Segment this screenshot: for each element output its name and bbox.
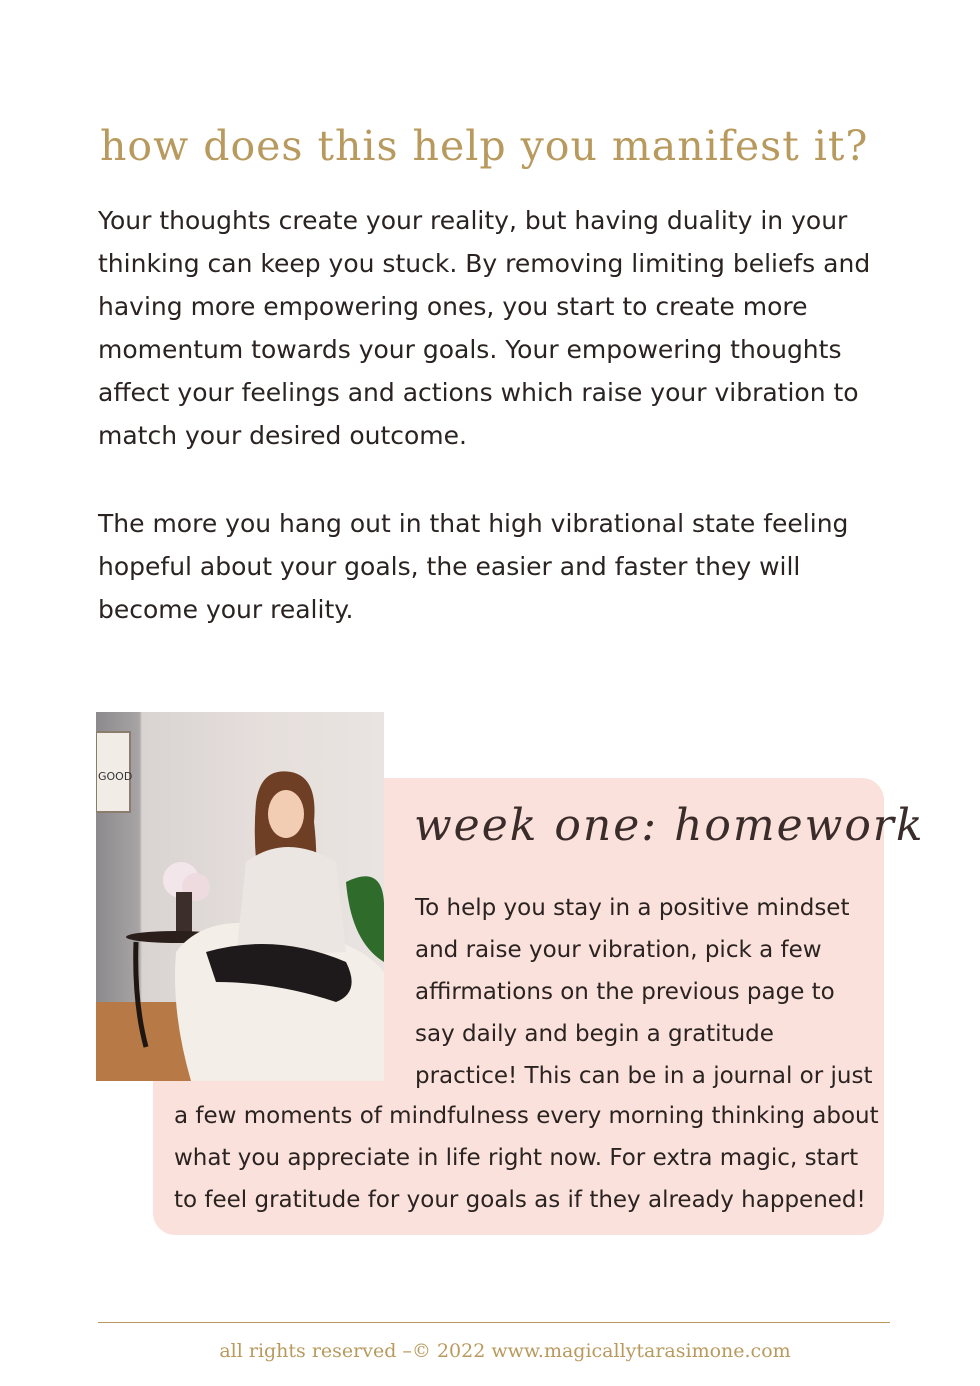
text-line: match your desired outcome. — [98, 421, 467, 450]
page-heading: how does this help you manifest it? — [100, 122, 869, 170]
meditation-photo — [96, 712, 384, 1081]
text-line: The more you hang out in that high vibrational state feeling — [98, 509, 849, 538]
text-line: practice! This can be in a journal or just — [415, 1063, 873, 1089]
sign-text: GOOD — [98, 770, 133, 783]
text-line: affect your feelings and actions which raise your vibration to — [98, 378, 859, 407]
text-line: become your reality. — [98, 595, 354, 624]
text-line: what you appreciate in life right now. For extra magic, start — [174, 1145, 859, 1171]
text-line: a few moments of mindfulness every morning thinking about — [174, 1103, 879, 1129]
text-line: affirmations on the previous page to — [415, 979, 835, 1005]
homework-title: week one: homework — [414, 800, 925, 851]
paragraph-second — [98, 502, 848, 631]
homework-text-narrow — [415, 887, 872, 1097]
text-line: to feel gratitude for your goals as if they already happened! — [174, 1187, 866, 1213]
text-line: thinking can keep you stuck. By removing limiting beliefs and — [98, 249, 871, 278]
text-line: and raise your vibration, pick a few — [415, 937, 822, 963]
text-line: Your thoughts create your reality, but having duality in your — [98, 206, 848, 235]
text-line: To help you stay in a positive mindset — [415, 895, 850, 921]
text-line: say daily and begin a gratitude — [415, 1021, 774, 1047]
footer-divider — [98, 1322, 890, 1323]
homework-text-wide — [174, 1095, 879, 1221]
text-line: hopeful about your goals, the easier and faster they will — [98, 552, 801, 581]
text-line: momentum towards your goals. Your empowering thoughts — [98, 335, 842, 364]
text-line: having more empowering ones, you start to create more — [98, 292, 808, 321]
footer-copyright: all rights reserved –© 2022 www.magicallytarasimone.com — [219, 1340, 791, 1362]
paragraph-intro — [98, 199, 870, 457]
